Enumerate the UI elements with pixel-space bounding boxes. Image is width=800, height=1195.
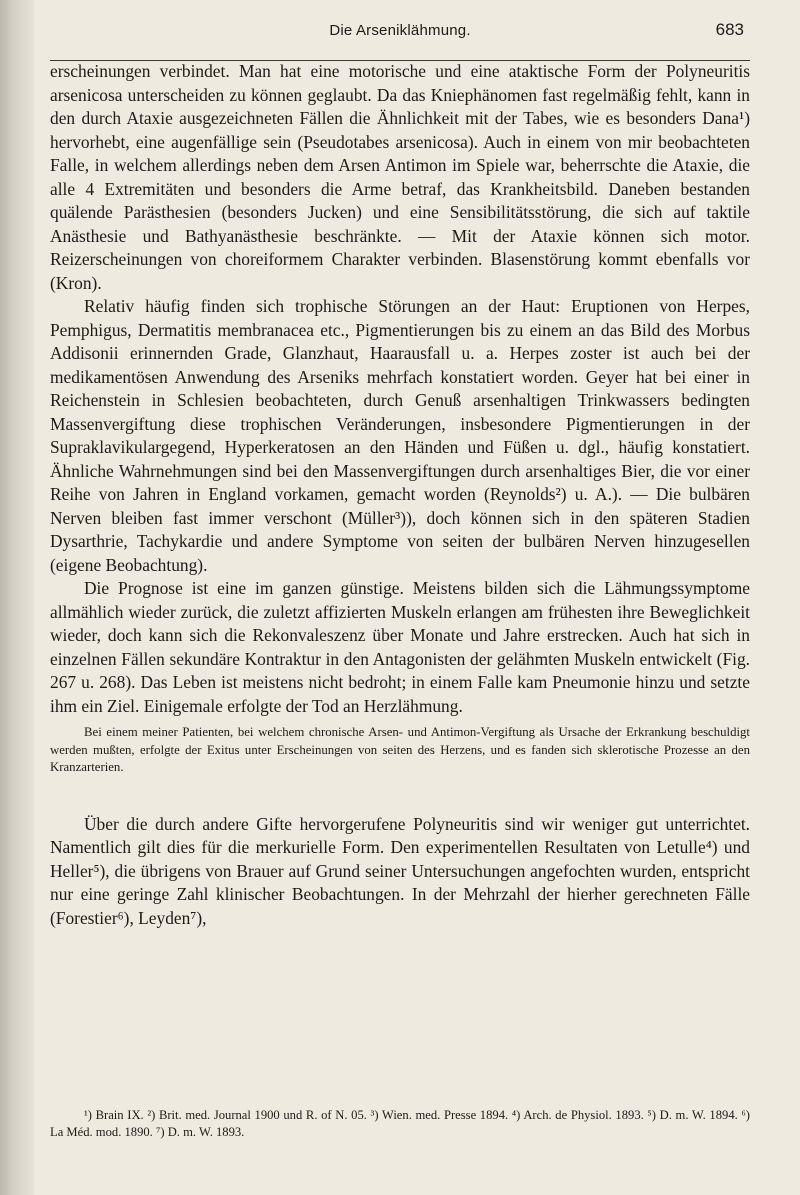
paragraph-other-poisons: Über die durch andere Gifte hervorgerufene Polyneuritis sind wir weniger gut unterrichtet. Namentlich gilt dies für die merkurielle Form. Den experimentellen Resultaten von Letulle⁴) und Heller⁵), die übrigens von Brauer auf Grund seiner Untersuchungen angefochten wurden, entspricht nur eine geringe Zahl klinischer Beobachtungen. In der Mehrzahl der hierher gerechneten Fälle (Forestier⁶), Leyden⁷), [50, 813, 750, 928]
small-print-case-note: Bei einem meiner Patienten, bei welchem chronische Arsen- und Antimon-Vergiftung als Ursache der Erkrankung beschuldigt werden mußten, erfolgte der Exitus unter Erscheinungen von seiten des Herzens, und es fanden sich sklerotische Prozesse an den Kranzarterien. [50, 725, 750, 774]
paragraph-trophic-disorders: Relativ häufig finden sich trophische Störungen an der Haut: Eruptionen von Herpes, Pemphigus, Dermatitis membranacea etc., Pigmentierungen bis zu einem an das Bild des Morbus Addisonii erinnernden Grade, Glanzhaut, Haarausfall u. a. Herpes zoster ist auch bei der medikamentösen Anwendung des Arseniks mehrfach konstatiert worden. Geyer hat bei einer in Reichenstein in Schlesien beobachteten, durch Genuß arsenhaltigen Trinkwassers bedingten Massenvergiftung diese trophischen Veränderungen, insbesondere Pigmentierungen in der Supraklavikulargegend, Hyperkeratosen an den Händen und Füßen u. dgl., häufig konstatiert. Ähnliche Wahrnehmungen sind bei den Massenvergiftungen durch arsenhaltiges Bier, die vor einer Reihe von Jahren in England vorkamen, gemacht worden (Reynolds²) u. A.). — Die bulbären Nerven bleiben fast immer verschont (Müller³)), doch können sich in den späteren Stadien Dysarthrie, Tachykardie und andere Symptome von seiten der bulbären Nerven hinzugesellen (eigene Beobachtung). [50, 296, 750, 575]
running-head: Die Arseniklähmung. [329, 22, 471, 39]
paragraph-ataxia: erscheinungen verbindet. Man hat eine motorische und eine ataktische Form der Polyneuritis arsenicosa unterscheiden zu können geglaubt. Da das Kniephänomen fast regelmäßig fehlt, kann in den durch Ataxie ausgezeichneten Fällen die Ähnlichkeit mit der Tabes, wie es besonders Dana¹) hervorhebt, eine augenfällige sein (Pseudotabes arsenicosa). Auch in einem von mir beobachteten Falle, in welchem allerdings neben dem Arsen Antimon im Spiele war, beherrschte die Ataxie, die alle 4 Extremitäten und besonders die Arme betraf, das Krankheitsbild. Daneben bestanden quälende Parästhesien (besonders Jucken) und eine Sensibilitätsstörung, die sich auf taktile Anästhesie und Bathyanästhesie beschränkte. — Mit der Ataxie können sich motor. Reizerscheinungen von choreiformem Charakter verbinden. Blasenstörung kommt ebenfalls vor (Kron). [50, 61, 750, 293]
book-spine-shadow [0, 0, 34, 1195]
page-header [50, 16, 750, 46]
page-number: 683 [715, 20, 744, 39]
paragraph-prognosis: Die Prognose ist eine im ganzen günstige. Meistens bilden sich die Lähmungssymptome allmählich wieder zurück, die zuletzt affizierten Muskeln erlangen am frühesten ihre Beweglichkeit wieder, doch kann sich die Rekonvaleszenz über Monate und Jahre erstrecken. Auch hat sich in einzelnen Fällen sekundäre Kontraktur in den Antagonisten der gelähmten Muskeln entwickelt (Fig. 267 u. 268). Das Leben ist meistens nicht bedroht; in einem Falle kam Pneumonie hinzu und setzte ihm ein Ziel. Einigemale erfolgte der Tod an Herzlähmung. [50, 578, 750, 716]
body-text [50, 60, 750, 930]
footnotes: ¹) Brain IX. ²) Brit. med. Journal 1900 und R. of N. 05. ³) Wien. med. Presse 1894. ⁴) Arch. de Physiol. 1893. ⁵) D. m. W. 1894. ⁶) La Méd. mod. 1890. ⁷) D. m. W. 1893. [50, 1108, 750, 1139]
book-page [50, 0, 750, 1195]
section-gap [50, 787, 750, 813]
